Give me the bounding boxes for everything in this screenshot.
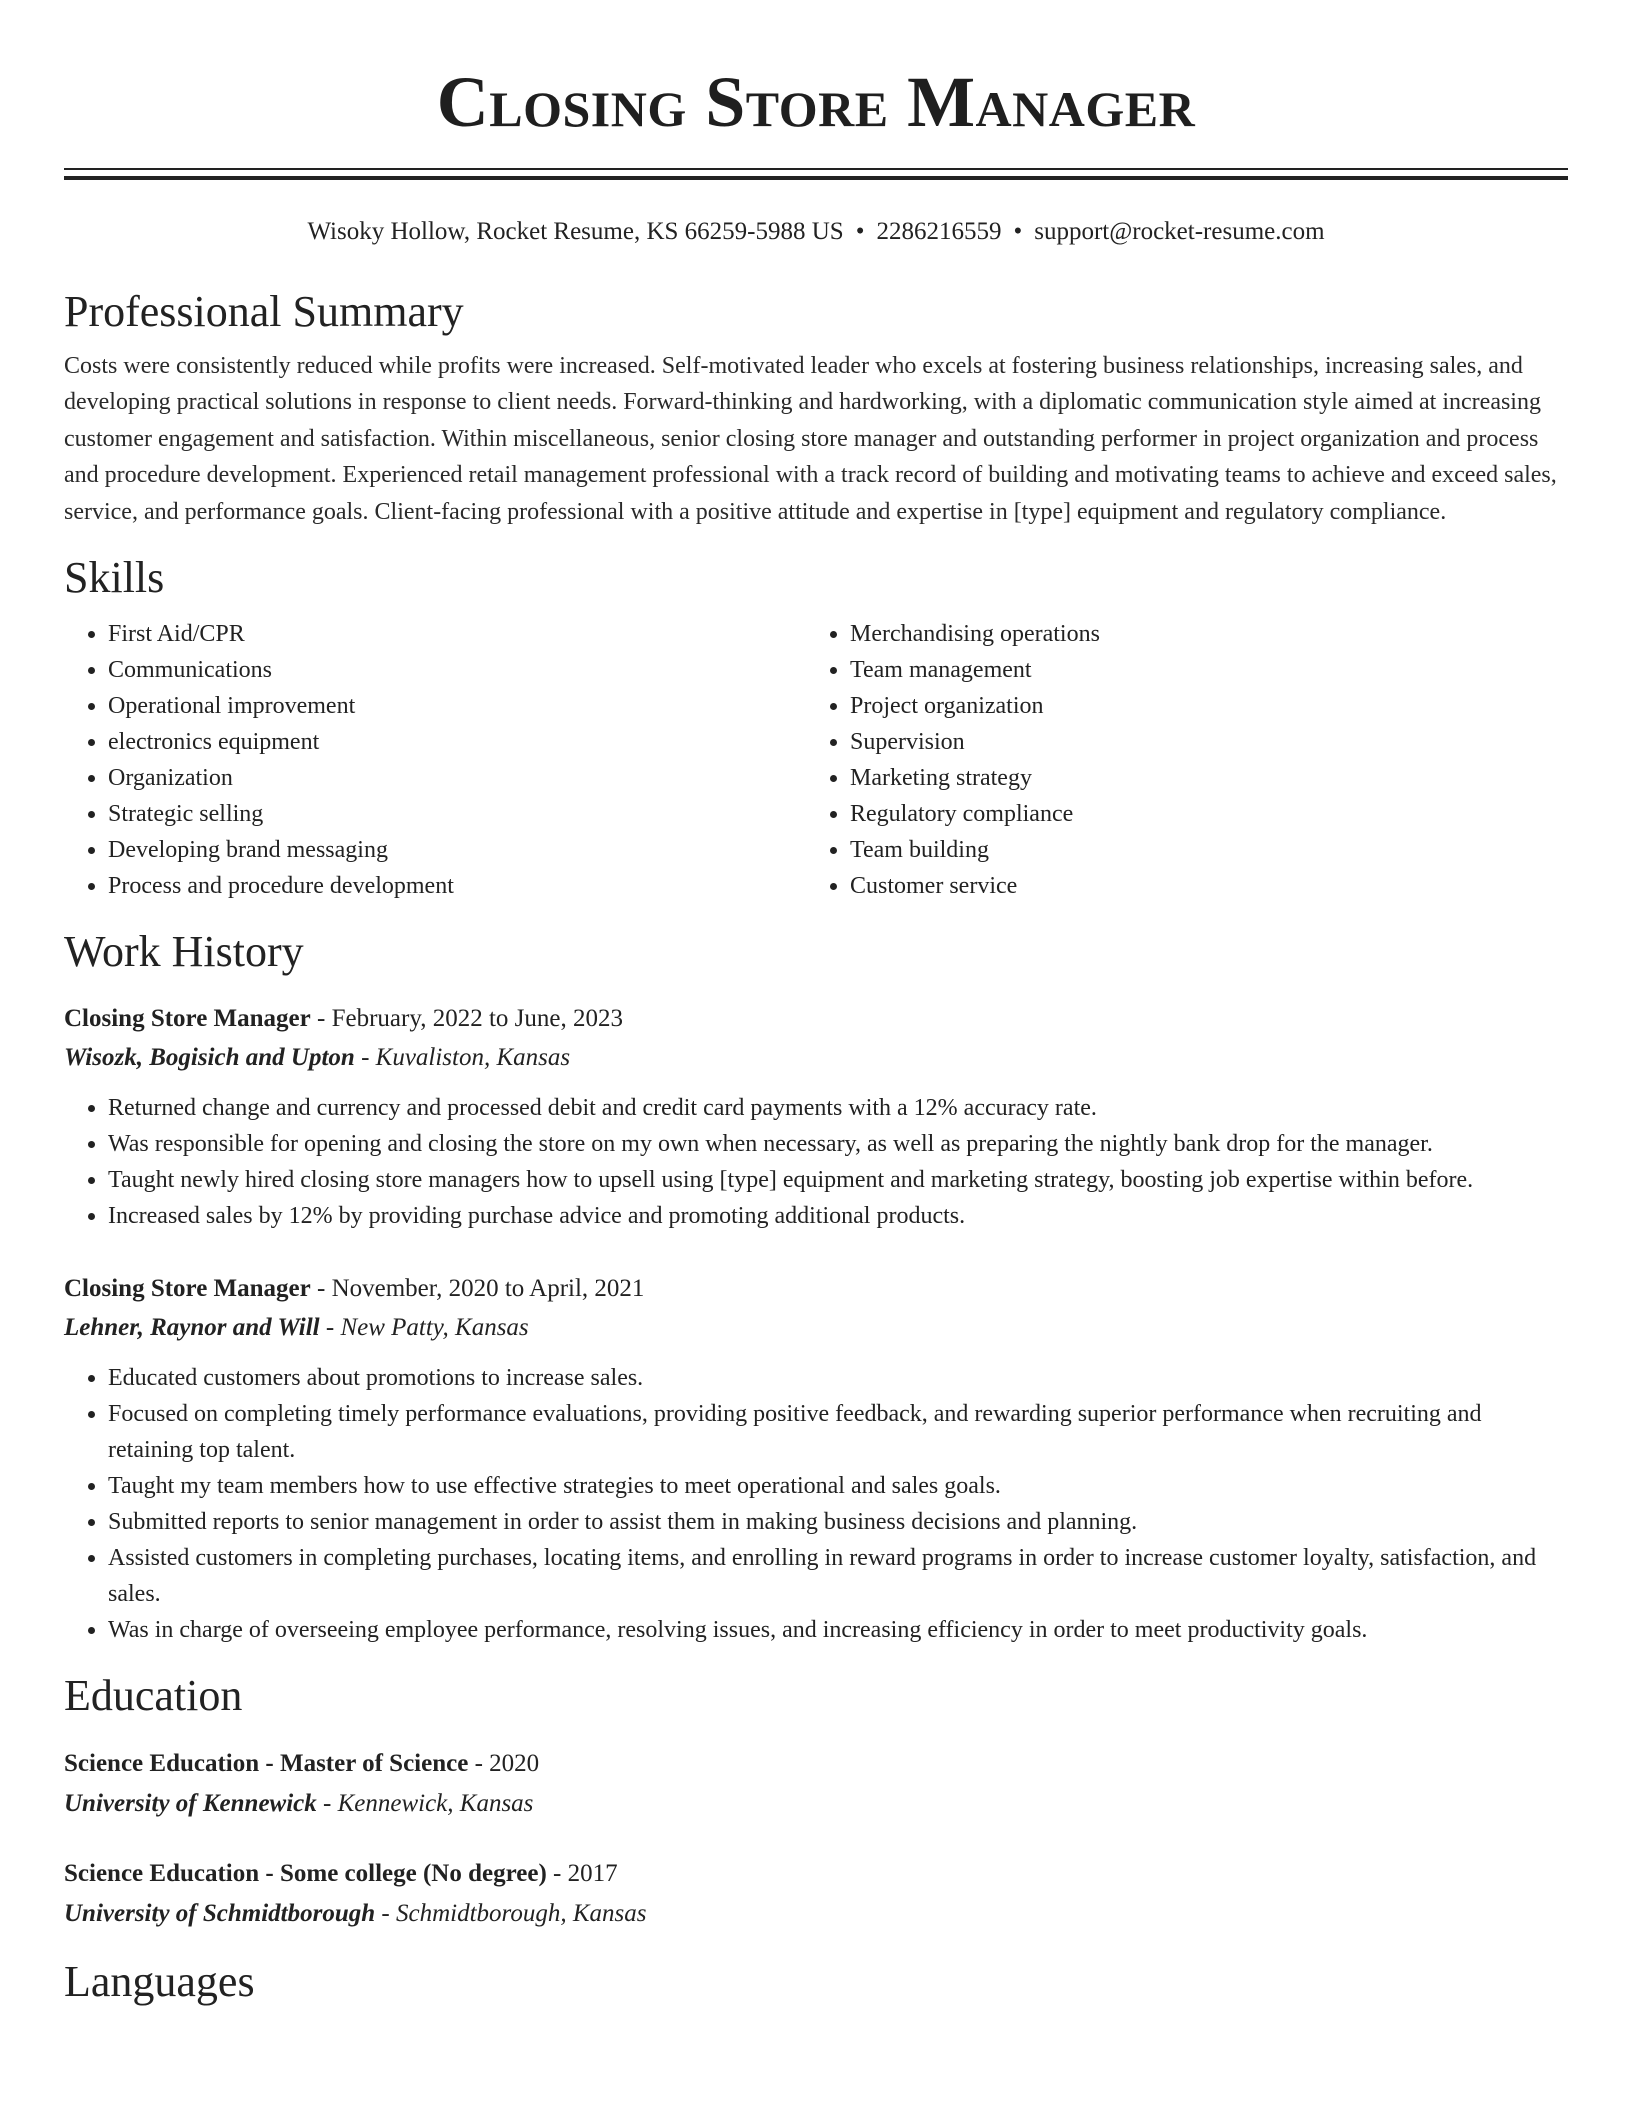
skill-item: • Communications: [108, 652, 806, 688]
skill-item: • Marketing strategy: [850, 760, 1550, 796]
job-bullet: • Was responsible for opening and closing the store on my own when necessary, as well as preparing the nightly bank drop for the manager.: [108, 1126, 1568, 1162]
education-school-line: [64, 1784, 1568, 1824]
job-bullets: [64, 1360, 1568, 1648]
contact-separator: •: [1013, 218, 1023, 245]
contact-phone: 2286216559: [876, 218, 1002, 245]
header-divider-thick: [64, 176, 1568, 180]
job-bullet: • Taught newly hired closing store managers how to upsell using [type] equipment and marketing strategy, boosting job expertise within before.: [108, 1162, 1568, 1198]
job-entry: [64, 1000, 1568, 1234]
education-school: University of Schmidtborough: [64, 1900, 376, 1928]
skill-item: • Strategic selling: [108, 796, 806, 832]
job-location: - Kuvaliston, Kansas: [361, 1044, 571, 1072]
education-location: - Kennewick, Kansas: [323, 1790, 534, 1818]
education-degree: Science Education - Some college (No degree): [64, 1860, 547, 1888]
header-divider-thin: [64, 168, 1568, 170]
job-header: [64, 1000, 1568, 1038]
job-title: Closing Store Manager: [64, 1275, 311, 1303]
education-year: - 2017: [553, 1860, 618, 1888]
education-entry: [64, 1744, 1568, 1824]
job-bullet: • Educated customers about promotions to increase sales.: [108, 1360, 1568, 1396]
job-company-line: [64, 1308, 1568, 1348]
job-bullet: • Returned change and currency and processed debit and credit card payments with a 12% accuracy rate.: [108, 1090, 1568, 1126]
education-location: - Schmidtborough, Kansas: [381, 1900, 647, 1928]
job-bullet: • Assisted customers in completing purchases, locating items, and enrolling in reward programs in order to increase customer loyalty, satisfaction, and sales.: [108, 1540, 1568, 1612]
skill-item: • Team management: [850, 652, 1550, 688]
skills-column-right: [806, 616, 1550, 904]
work-history-heading: Work History: [64, 927, 304, 977]
education-heading: Education: [64, 1671, 243, 1721]
summary-text: Costs were consistently reduced while profits were increased. Self-motivated leader who excels at fostering business relationships, increasing sales, and developing practical solutions in response to client needs. Forward-thinking and hardworking, with a diplomatic communication style aimed at increasing customer engagement and satisfaction. Within miscellaneous, senior closing store manager and outstanding performer in project organization and process and procedure development. Experienced retail management professional with a track record of building and motivating teams to achieve and exceed sales, service, and performance goals. Client-facing professional with a positive attitude and expertise in [type] equipment and regulatory compliance.: [64, 353, 1557, 525]
contact-line: [64, 216, 1568, 248]
education-school-line: [64, 1894, 1568, 1934]
job-company-line: [64, 1038, 1568, 1078]
education-year: - 2020: [474, 1750, 540, 1778]
skill-item: • Supervision: [850, 724, 1550, 760]
job-title: Closing Store Manager: [64, 1005, 311, 1033]
job-bullets: [64, 1090, 1568, 1234]
skill-item: • First Aid/CPR: [108, 616, 806, 652]
contact-separator: •: [855, 218, 865, 245]
skill-item: • electronics equipment: [108, 724, 806, 760]
job-company: Wisozk, Bogisich and Upton: [64, 1044, 355, 1072]
contact-address: Wisoky Hollow, Rocket Resume, KS 66259-5988 US: [307, 218, 844, 245]
job-dates: - February, 2022 to June, 2023: [317, 1005, 623, 1033]
education-degree: Science Education - Master of Science: [64, 1750, 469, 1778]
job-bullet: • Taught my team members how to use effective strategies to meet operational and sales goals.: [108, 1468, 1568, 1504]
skill-item: • Process and procedure development: [108, 868, 806, 904]
skill-item: • Merchandising operations: [850, 616, 1550, 652]
resume-page: [64, 0, 1568, 2008]
job-bullet: • Increased sales by 12% by providing purchase advice and promoting additional products.: [108, 1198, 1568, 1234]
job-bullet: • Submitted reports to senior management in order to assist them in making business decisions and planning.: [108, 1504, 1568, 1540]
job-header: [64, 1270, 1568, 1308]
job-entry: [64, 1270, 1568, 1648]
education-school: University of Kennewick: [64, 1790, 317, 1818]
skill-item: • Regulatory compliance: [850, 796, 1550, 832]
skills-heading: Skills: [64, 553, 165, 603]
skill-item: • Customer service: [850, 868, 1550, 904]
job-location: - New Patty, Kansas: [325, 1314, 529, 1342]
job-bullet: • Was in charge of overseeing employee performance, resolving issues, and increasing efficiency in order to meet productivity goals.: [108, 1612, 1568, 1648]
skill-item: • Project organization: [850, 688, 1550, 724]
languages-heading: Languages: [64, 1957, 255, 2007]
skill-item: • Organization: [108, 760, 806, 796]
education-entry: [64, 1854, 1568, 1934]
job-dates: - November, 2020 to April, 2021: [317, 1275, 645, 1303]
contact-email: support@rocket-resume.com: [1034, 218, 1325, 245]
skill-item: • Developing brand messaging: [108, 832, 806, 868]
skill-item: • Operational improvement: [108, 688, 806, 724]
education-degree-line: [64, 1744, 1568, 1784]
education-degree-line: [64, 1854, 1568, 1894]
skill-item: • Team building: [850, 832, 1550, 868]
summary-heading: Professional Summary: [64, 287, 464, 336]
skills-list: [64, 616, 1568, 904]
resume-title: Closing Store Manager: [436, 62, 1196, 142]
job-company: Lehner, Raynor and Will: [64, 1314, 320, 1342]
skills-column-left: [64, 616, 806, 904]
job-bullet: • Focused on completing timely performance evaluations, providing positive feedback, and rewarding superior performance when recruiting and retaining top talent.: [108, 1396, 1568, 1468]
